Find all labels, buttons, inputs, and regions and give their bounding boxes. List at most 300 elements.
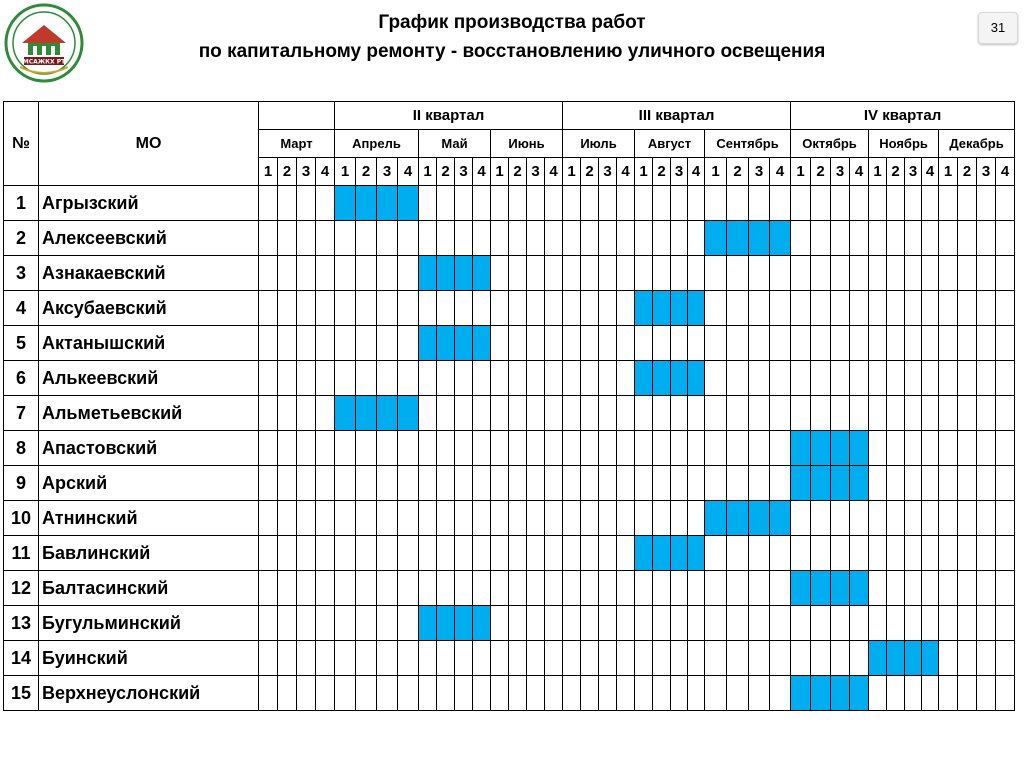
week-cell [473,396,491,431]
week-cell [527,501,545,536]
week-cell [599,221,617,256]
week-cell [278,291,297,326]
week-cell [377,221,398,256]
week-cell [653,431,671,466]
week-cell [545,431,563,466]
week-cell [398,571,419,606]
week-cell [705,571,727,606]
week-cell [791,361,811,396]
week-cell [887,536,905,571]
table-row [4,326,1015,361]
week-cell [335,326,356,361]
week-cell [905,536,922,571]
week-cell [259,361,278,396]
month-header: Октябрь [791,130,869,158]
scheduled-week-cell [831,571,850,606]
week-cell [705,466,727,501]
week-cell [491,536,509,571]
week-cell [259,641,278,676]
scheduled-week-cell [791,466,811,501]
week-cell [939,571,958,606]
week-cell [939,186,958,221]
week-cell [278,186,297,221]
scheduled-week-cell [356,396,377,431]
scheduled-week-cell [705,501,727,536]
month-header: Сентябрь [705,130,791,158]
scheduled-week-cell [473,326,491,361]
week-header: 3 [905,158,922,186]
week-cell [977,361,996,396]
week-cell [996,676,1015,711]
week-cell [749,536,770,571]
week-cell [905,501,922,536]
week-cell [671,256,688,291]
week-cell [887,186,905,221]
week-cell [996,641,1015,676]
week-cell [958,221,977,256]
week-header: 2 [958,158,977,186]
week-cell [939,256,958,291]
week-cell [653,221,671,256]
week-cell [770,536,791,571]
municipality-name: Актанышский [39,326,259,361]
week-cell [705,676,727,711]
week-cell [749,186,770,221]
week-cell [922,536,939,571]
week-header: 4 [996,158,1015,186]
week-cell [581,186,599,221]
scheduled-week-cell [850,431,869,466]
week-cell [491,256,509,291]
scheduled-week-cell [398,186,419,221]
week-cell [527,536,545,571]
week-cell [869,431,887,466]
scheduled-week-cell [705,221,727,256]
week-cell [705,641,727,676]
week-cell [527,256,545,291]
week-cell [278,221,297,256]
week-cell [688,501,705,536]
week-header: 3 [527,158,545,186]
week-cell [617,396,635,431]
scheduled-week-cell [398,396,419,431]
week-cell [437,396,455,431]
week-cell [905,256,922,291]
row-number: 7 [4,396,39,431]
week-cell [259,221,278,256]
week-cell [599,641,617,676]
scheduled-week-cell [473,606,491,641]
week-cell [869,326,887,361]
week-cell [278,501,297,536]
week-cell [727,326,749,361]
week-header: 1 [939,158,958,186]
week-cell [831,536,850,571]
row-number: 10 [4,501,39,536]
week-cell [563,606,581,641]
week-header: 3 [455,158,473,186]
scheduled-week-cell [455,606,473,641]
week-cell [635,466,653,501]
week-cell [455,466,473,501]
scheduled-week-cell [455,326,473,361]
week-header: 2 [437,158,455,186]
week-cell [958,606,977,641]
week-header: 4 [922,158,939,186]
municipality-name: Азнакаевский [39,256,259,291]
week-cell [791,186,811,221]
week-header: 1 [335,158,356,186]
week-cell [278,326,297,361]
week-cell [297,221,316,256]
municipality-name: Балтасинский [39,571,259,606]
week-cell [377,256,398,291]
week-cell [850,256,869,291]
week-cell [958,186,977,221]
week-cell [509,291,527,326]
week-cell [599,431,617,466]
week-header: 1 [563,158,581,186]
schedule-body [4,186,1015,711]
week-cell [958,291,977,326]
week-cell [356,361,377,396]
week-cell [905,676,922,711]
week-cell [491,501,509,536]
month-header: Апрель [335,130,419,158]
scheduled-week-cell [887,641,905,676]
week-cell [278,536,297,571]
week-cell [727,291,749,326]
week-cell [278,606,297,641]
week-cell [671,606,688,641]
week-cell [617,291,635,326]
week-cell [509,431,527,466]
header-municipality: МО [39,102,259,186]
week-cell [473,536,491,571]
week-cell [705,326,727,361]
week-cell [688,396,705,431]
week-cell [688,431,705,466]
week-header: 1 [419,158,437,186]
week-cell [996,396,1015,431]
week-cell [527,676,545,711]
scheduled-week-cell [811,571,831,606]
week-cell [831,221,850,256]
week-cell [939,606,958,641]
week-cell [545,326,563,361]
week-cell [398,221,419,256]
week-cell [705,606,727,641]
week-cell [473,641,491,676]
week-cell [398,501,419,536]
week-cell [316,431,335,466]
week-cell [259,396,278,431]
week-cell [869,501,887,536]
week-cell [509,326,527,361]
week-cell [831,641,850,676]
row-number: 5 [4,326,39,361]
week-cell [356,676,377,711]
week-cell [905,606,922,641]
week-cell [905,361,922,396]
week-cell [977,431,996,466]
week-cell [922,186,939,221]
week-cell [473,501,491,536]
week-cell [581,221,599,256]
week-cell [671,676,688,711]
week-cell [887,221,905,256]
week-cell [491,186,509,221]
week-cell [545,641,563,676]
week-cell [455,221,473,256]
week-cell [581,676,599,711]
scheduled-week-cell [850,571,869,606]
week-cell [563,361,581,396]
week-cell [419,536,437,571]
week-cell [688,641,705,676]
scheduled-week-cell [688,536,705,571]
week-header: 4 [850,158,869,186]
week-cell [887,396,905,431]
week-header: 3 [297,158,316,186]
week-header: 2 [887,158,905,186]
week-cell [727,676,749,711]
week-header: 2 [653,158,671,186]
week-cell [527,606,545,641]
week-cell [905,571,922,606]
week-cell [770,326,791,361]
scheduled-week-cell [437,606,455,641]
week-cell [688,676,705,711]
table-row [4,186,1015,221]
week-cell [599,361,617,396]
municipality-name: Альметьевский [39,396,259,431]
week-header: 1 [869,158,887,186]
week-cell [545,466,563,501]
week-cell [977,606,996,641]
week-cell [527,221,545,256]
table-row [4,571,1015,606]
scheduled-week-cell [791,431,811,466]
municipality-name: Алькеевский [39,361,259,396]
quarter-header-4: IV квартал [791,102,1015,130]
week-cell [437,291,455,326]
week-cell [419,291,437,326]
week-cell [617,501,635,536]
week-cell [563,256,581,291]
municipality-name: Буинский [39,641,259,676]
week-cell [509,571,527,606]
week-cell [749,606,770,641]
week-cell [811,536,831,571]
scheduled-week-cell [791,676,811,711]
week-cell [749,676,770,711]
week-cell [491,326,509,361]
week-cell [869,256,887,291]
week-cell [473,431,491,466]
week-cell [278,641,297,676]
week-cell [850,186,869,221]
row-number: 1 [4,186,39,221]
week-cell [356,571,377,606]
week-cell [939,291,958,326]
week-cell [939,431,958,466]
week-cell [356,606,377,641]
week-cell [770,606,791,641]
week-cell [770,571,791,606]
week-cell [473,186,491,221]
week-cell [887,326,905,361]
week-cell [297,361,316,396]
week-cell [377,326,398,361]
table-row [4,221,1015,256]
week-cell [527,431,545,466]
week-header: 4 [545,158,563,186]
week-cell [356,536,377,571]
week-cell [811,606,831,641]
week-cell [958,466,977,501]
week-cell [545,571,563,606]
week-cell [653,186,671,221]
week-cell [635,221,653,256]
week-cell [297,501,316,536]
week-cell [996,291,1015,326]
week-cell [509,466,527,501]
week-cell [259,466,278,501]
scheduled-week-cell [749,221,770,256]
week-cell [563,326,581,361]
week-cell [398,676,419,711]
week-cell [922,396,939,431]
week-cell [977,326,996,361]
week-cell [770,466,791,501]
week-cell [455,291,473,326]
week-cell [958,326,977,361]
week-cell [922,221,939,256]
week-cell [377,676,398,711]
week-cell [688,221,705,256]
week-cell [791,256,811,291]
week-cell [335,571,356,606]
week-cell [705,536,727,571]
week-cell [688,606,705,641]
week-cell [377,641,398,676]
municipality-name: Бавлинский [39,536,259,571]
week-cell [563,291,581,326]
municipality-name: Алексеевский [39,221,259,256]
week-cell [850,536,869,571]
month-header: Май [419,130,491,158]
scheduled-week-cell [635,536,653,571]
week-cell [671,466,688,501]
table-row [4,361,1015,396]
week-cell [599,466,617,501]
week-cell [977,186,996,221]
week-cell [398,536,419,571]
logo-text: МСАЖКХ РТ [22,58,66,66]
week-cell [905,396,922,431]
week-cell [509,606,527,641]
week-header: 1 [259,158,278,186]
week-cell [509,361,527,396]
week-cell [727,431,749,466]
week-cell [977,396,996,431]
week-cell [278,466,297,501]
scheduled-week-cell [653,536,671,571]
week-cell [688,256,705,291]
week-cell [811,256,831,291]
week-cell [671,571,688,606]
municipality-name: Аксубаевский [39,291,259,326]
week-cell [563,676,581,711]
week-cell [617,606,635,641]
week-cell [437,221,455,256]
row-number: 13 [4,606,39,641]
week-cell [335,676,356,711]
week-cell [581,431,599,466]
week-cell [419,571,437,606]
week-cell [939,396,958,431]
week-cell [335,536,356,571]
week-cell [617,466,635,501]
week-cell [527,326,545,361]
week-cell [398,641,419,676]
week-cell [437,676,455,711]
week-cell [545,256,563,291]
week-header: 3 [377,158,398,186]
week-cell [297,571,316,606]
week-cell [473,466,491,501]
week-cell [635,186,653,221]
week-header: 4 [398,158,419,186]
week-cell [297,676,316,711]
week-cell [491,431,509,466]
week-cell [705,291,727,326]
week-cell [491,676,509,711]
week-cell [491,396,509,431]
week-cell [996,501,1015,536]
week-cell [922,466,939,501]
week-cell [977,641,996,676]
scheduled-week-cell [437,326,455,361]
scheduled-week-cell [335,396,356,431]
week-cell [831,501,850,536]
week-cell [377,606,398,641]
week-cell [297,396,316,431]
week-cell [996,186,1015,221]
week-cell [635,571,653,606]
scheduled-week-cell [437,256,455,291]
week-cell [653,641,671,676]
municipality-name: Атнинский [39,501,259,536]
week-cell [958,256,977,291]
week-cell [545,291,563,326]
scheduled-week-cell [671,291,688,326]
week-cell [811,641,831,676]
week-cell [581,326,599,361]
week-cell [939,361,958,396]
week-cell [688,571,705,606]
week-cell [455,186,473,221]
week-cell [958,571,977,606]
week-cell [599,676,617,711]
week-cell [850,641,869,676]
scheduled-week-cell [455,256,473,291]
week-cell [356,431,377,466]
week-cell [419,431,437,466]
scheduled-week-cell [473,256,491,291]
week-cell [259,606,278,641]
